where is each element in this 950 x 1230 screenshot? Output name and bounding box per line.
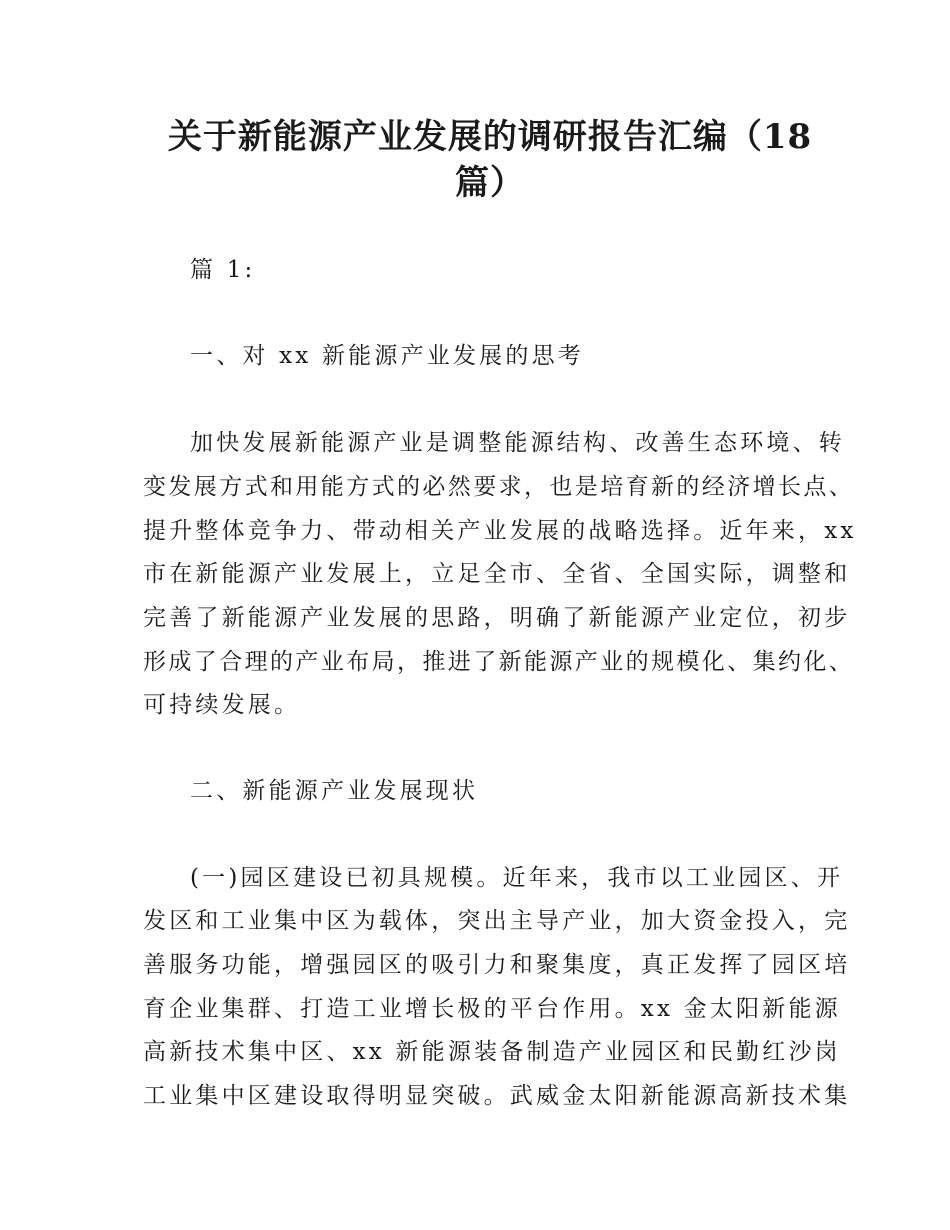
paragraph-line: 完善了新能源产业发展的思路，明确了新能源产业定位，初步 — [143, 605, 851, 631]
document-title-line-2: 篇） — [455, 163, 525, 203]
section-heading-2: 二、新能源产业发展现状 — [190, 778, 479, 804]
paragraph-line: 可持续发展。 — [143, 692, 301, 718]
section-label: 篇 1: — [190, 257, 256, 283]
paragraph-line: 育企业集群、打造工业增长极的平台作用。xx 金太阳新能源 — [143, 996, 841, 1022]
paragraph-line: 高新技术集中区、xx 新能源装备制造产业园区和民勤红沙岗 — [143, 1039, 841, 1065]
paragraph-line: 善服务功能，增强园区的吸引力和聚集度，真正发挥了园区培 — [143, 952, 851, 978]
paragraph-line: (一)园区建设已初具规模。近年来，我市以工业园区、开 — [190, 865, 844, 891]
paragraph-line: 工业集中区建设取得明显突破。武威金太阳新能源高新技术集 — [143, 1083, 851, 1109]
section-heading-1: 一、对 xx 新能源产业发展的思考 — [190, 343, 584, 369]
paragraph-line: 市在新能源产业发展上，立足全市、全省、全国实际，调整和 — [143, 561, 851, 587]
paragraph-line: 形成了合理的产业布局，推进了新能源产业的规模化、集约化、 — [143, 649, 855, 675]
paragraph-line: 发区和工业集中区为载体，突出主导产业，加大资金投入，完 — [143, 908, 851, 934]
document-title-line-1: 关于新能源产业发展的调研报告汇编（18 — [167, 117, 813, 157]
paragraph-line: 加快发展新能源产业是调整能源结构、改善生态环境、转 — [190, 430, 845, 456]
paragraph-line: 变发展方式和用能方式的必然要求，也是培育新的经济增长点、 — [143, 474, 855, 500]
paragraph-line: 提升整体竞争力、带动相关产业发展的战略选择。近年来，xx — [143, 518, 857, 544]
